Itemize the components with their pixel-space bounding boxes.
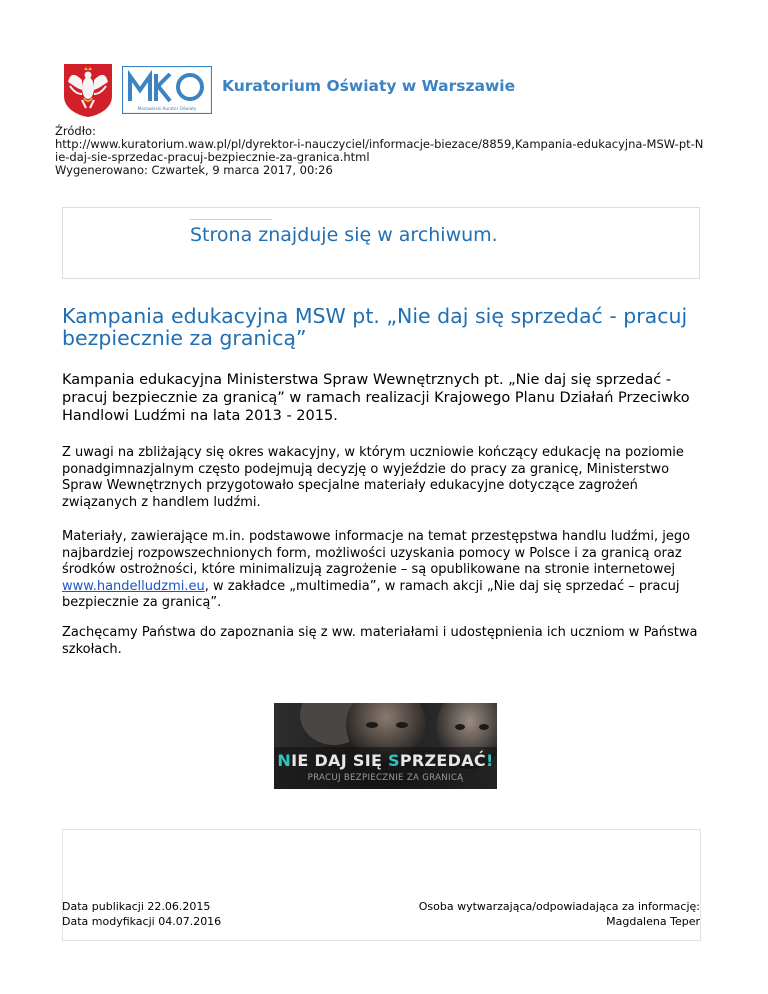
banner-title-part: S bbox=[388, 751, 400, 770]
article-paragraph: Zachęcamy Państwa do zapoznania się z ww. materiałami i udostępnienia ich uczniom w Państwa szkołach. bbox=[62, 625, 698, 657]
banner-subtitle: PRACUJ BEZPIECZNIE ZA GRANICĄ bbox=[307, 773, 464, 783]
responsible-label: Osoba wytwarzająca/odpowiadająca za informację: bbox=[418, 900, 700, 913]
source-url[interactable]: http://www.kuratorium.waw.pl/pl/dyrektor-i-nauczyciel/informacje-biezace/8859,Kampania-edukacyjna-MSW-pt-Nie-daj-sie-sprzedac-pracuj-bezpiecznie-za-granica.html bbox=[55, 137, 704, 164]
article-lead: Kampania edukacyjna Ministerstwa Spraw Wewnętrznych pt. „Nie daj się sprzedać - pracuj bezpiecznie za granicą” w ramach realizacji Krajowego Planu Działań Przeciwko Handlowi Ludźmi na lata 2013 - 2015. bbox=[62, 372, 690, 424]
responsible-person bbox=[419, 899, 700, 929]
publication-date: Data publikacji 22.06.2015 bbox=[62, 900, 211, 913]
paragraph-text: , w zakładce „multimedia”, w ramach akcji „Nie daj się sprzedać – pracuj bezpiecznie za granicą”. bbox=[62, 578, 680, 610]
logo-subtitle: Mazowiecki Kurator Oświaty bbox=[137, 106, 197, 111]
generated-timestamp: Wygenerowano: Czwartek, 9 marca 2017, 00:26 bbox=[55, 163, 333, 177]
article-title: Kampania edukacyjna MSW pt. „Nie daj się sprzedać - pracuj bezpiecznie za granicą” bbox=[62, 304, 688, 350]
banner-title-part: ! bbox=[485, 751, 494, 770]
modification-date: Data modyfikacji 04.07.2016 bbox=[62, 915, 222, 928]
article-paragraph: Z uwagi na zbliżający się okres wakacyjny, w którym uczniowie kończący edukację na poziomie ponadgimnazjalnym często podejmują decyzję o wyjeździe do pracy za granicę, Ministerstwo Spraw Wewnętrznych przygotowało specjalne materiały edukacyjne dotyczące zagrożeń związanych z handlem ludźmi. bbox=[62, 445, 684, 510]
campaign-banner[interactable] bbox=[274, 703, 497, 789]
banner-title-part: PRZEDAĆ bbox=[399, 751, 486, 770]
article-paragraph bbox=[62, 529, 712, 612]
polish-eagle-emblem-icon bbox=[62, 62, 114, 118]
banner-title bbox=[274, 751, 497, 770]
paragraph-text: Materiały, zawierające m.in. podstawowe informacje na temat przestępstwa handlu ludźmi, jego najbardziej rozpowszechnionych form, możliwości uzyskania pomocy w Polsce i za granicą oraz środków ostrożności, które minimalizują zagrożenie – są opublikowane na stronie internetowej bbox=[62, 529, 691, 577]
banner-title-part: IE DAJ SIĘ bbox=[291, 751, 389, 770]
source-label: Źródło: bbox=[55, 124, 96, 138]
responsible-name: Magdalena Teper bbox=[606, 915, 700, 928]
divider bbox=[190, 219, 272, 220]
archive-notice-box bbox=[62, 207, 700, 279]
publication-dates bbox=[62, 899, 221, 929]
archive-notice: Strona znajduje się w archiwum. bbox=[190, 224, 498, 246]
banner-title-part: N bbox=[277, 751, 292, 770]
source-info bbox=[55, 125, 705, 177]
handelludzmi-link[interactable]: www.handelludzmi.eu bbox=[62, 578, 205, 594]
mko-logo bbox=[122, 66, 212, 114]
site-header bbox=[62, 62, 515, 118]
brand-name[interactable]: Kuratorium Oświaty w Warszawie bbox=[222, 77, 516, 95]
